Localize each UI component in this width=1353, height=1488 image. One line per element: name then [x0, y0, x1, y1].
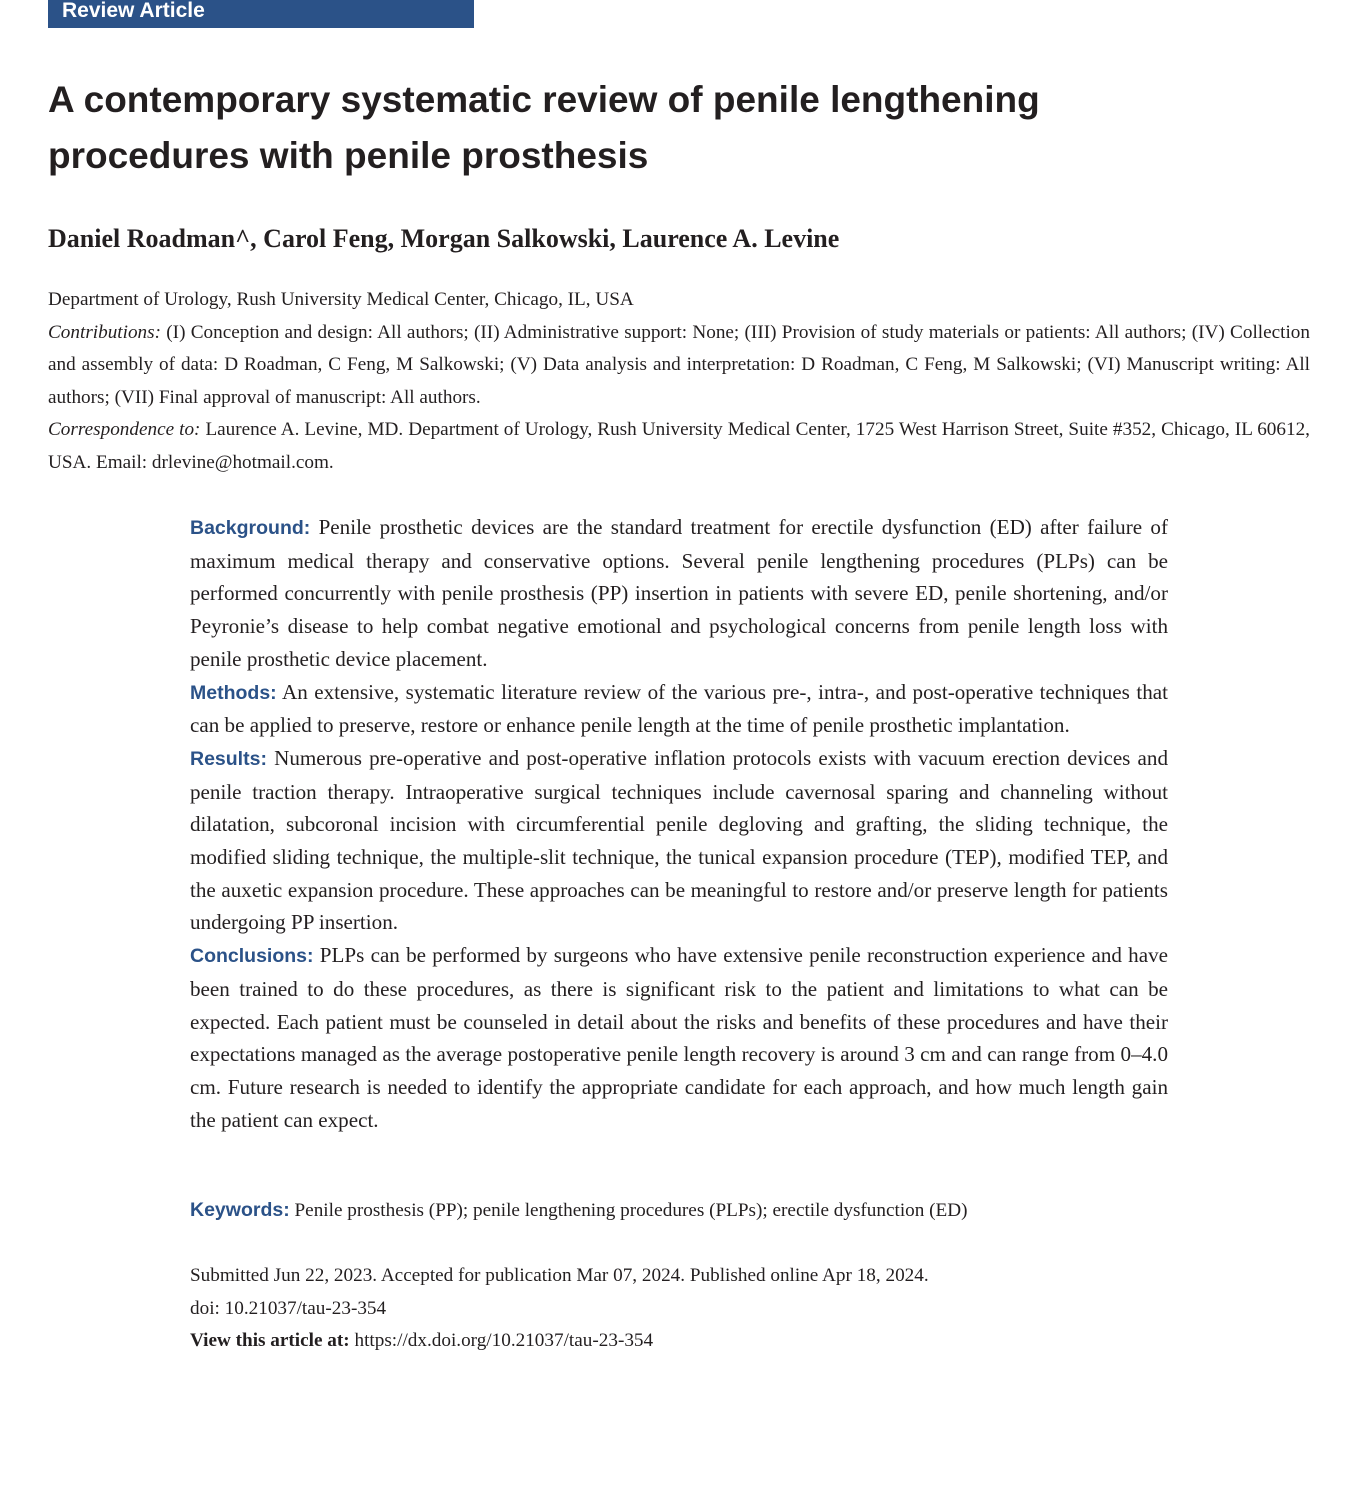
keywords [190, 1195, 1168, 1226]
correspondence [48, 414, 1310, 479]
publication-dates: Submitted Jun 22, 2023. Accepted for publication Mar 07, 2024. Published online Apr 18, 2024. [190, 1265, 929, 1286]
background-text: Penile prosthetic devices are the standard treatment for erectile dysfunction (ED) after failure of maximum medical therapy and conservative options. Several penile lengthening procedures (PLPs) can be performed concurrently with penile prosthesis (PP) insertion in patients with severe ED, penile shortening, and/or Peyronie’s disease to help combat negative emotional and psychological concerns from penile length loss with penile prosthetic device placement. [190, 515, 1168, 671]
article-type-label: Review Article [62, 0, 205, 22]
abstract-background [190, 511, 1168, 676]
contributions-text: (I) Conception and design: All authors; (II) Administrative support: None; (III) Provision of study materials or patients: All authors; (IV) Collection and assembly of data: D Roadman, C Feng, M Salkowski; (V) Data analysis and interpretation: D Roadman, C Feng, M Salkowski; (VI) Manuscript writing: All authors; (VII) Final approval of manuscript: All authors. [48, 321, 1310, 408]
article-type-banner [48, 0, 474, 28]
methods-text: An extensive, systematic literature review of the various pre-, intra-, and post-operative techniques that can be applied to preserve, restore or enhance penile length at the time of penile prosthetic implantation. [190, 679, 1168, 738]
front-matter [48, 284, 1310, 479]
abstract [190, 511, 1168, 1136]
keywords-text: Penile prosthesis (PP); penile lengthening procedures (PLPs); erectile dysfunction (ED) [289, 1200, 968, 1221]
conclusions-label: Conclusions: [190, 945, 314, 968]
correspondence-label: Correspondence to: [48, 419, 201, 440]
view-article-label: View this article at: [190, 1330, 350, 1351]
results-text: Numerous pre-operative and post-operative inflation protocols exists with vacuum erection devices and penile traction therapy. Intraoperative surgical techniques include cavernosal sparing and channeling without dilatation, subcoronal incision with circumferential penile degloving and grafting, the sliding technique, the modified sliding technique, the multiple-slit technique, the tunical expansion procedure (TEP), modified TEP, and the auxetic expansion procedure. These approaches can be meaningful to restore and/or preserve length for patients undergoing PP insertion. [190, 745, 1168, 935]
correspondence-text: Laurence A. Levine, MD. Department of Urology, Rush University Medical Center, 1725 West Harrison Street, Suite #352, Chicago, IL 60612, USA. Email: drlevine@hotmail.com. [48, 419, 1310, 473]
methods-label: Methods: [190, 681, 277, 704]
doi: doi: 10.21037/tau-23-354 [190, 1297, 387, 1319]
conclusions-text: PLPs can be performed by surgeons who have extensive penile reconstruction experience and have been trained to do these procedures, as there is significant risk to the patient and limitations to what can be expected. Each patient must be counseled in detail about the risks and benefits of these procedures and have their expectations managed as the average postoperative penile length recovery is around 3 cm and can range from 0–4.0 cm. Future research is needed to identify the appropriate candidate for each approach, and how much length gain the patient can expect. [190, 943, 1168, 1132]
view-article-link[interactable]: https://dx.doi.org/10.21037/tau-23-354 [349, 1330, 654, 1351]
affiliation: Department of Urology, Rush University Medical Center, Chicago, IL, USA [48, 289, 634, 310]
abstract-conclusions [190, 939, 1168, 1136]
publication-info [190, 1260, 1168, 1358]
article-title: A contemporary systematic review of penile lengthening procedures with penile prosthesis [48, 79, 1040, 176]
contributions [48, 317, 1310, 415]
results-label: Results: [190, 747, 267, 770]
abstract-methods [190, 676, 1168, 742]
keywords-label: Keywords: [190, 1199, 290, 1221]
contributions-label: Contributions: [48, 321, 162, 343]
background-label: Background: [190, 517, 311, 539]
view-article [190, 1325, 1168, 1358]
author-list: Daniel Roadman^, Carol Feng, Morgan Salkowski, Laurence A. Levine [48, 224, 840, 253]
abstract-results [190, 742, 1168, 939]
